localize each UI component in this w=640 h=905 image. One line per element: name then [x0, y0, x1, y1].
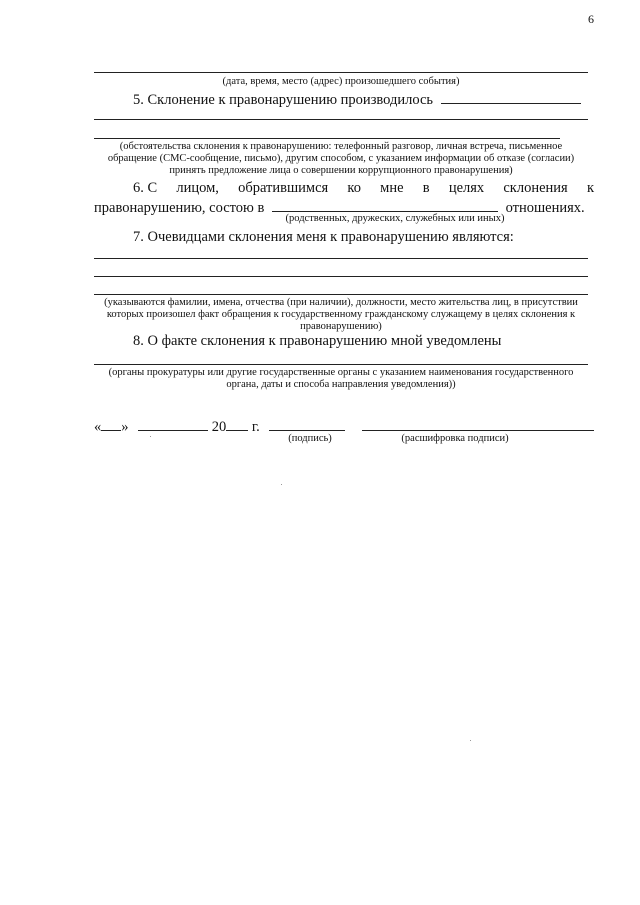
section-6-word: лицом,: [176, 180, 219, 196]
signature-fill: [269, 416, 345, 431]
section-5-caption-line: (обстоятельства склонения к правонарушению: телефонный разговор, личная встреча, письменное: [119, 141, 563, 152]
section-6-word: мне: [380, 180, 404, 196]
section-6-word: ко: [347, 180, 361, 196]
page-number: 6: [588, 12, 594, 26]
section-7-caption-line: правонарушению): [300, 321, 382, 332]
section-8-caption-line: органа, даты и способа направления уведомления)): [226, 379, 456, 390]
close-quote: »: [121, 419, 129, 435]
section-5-fill: [441, 89, 581, 104]
section-6-line-2-start: правонарушению, состою в: [94, 200, 265, 216]
section-7-caption-line: (указываются фамилии, имена, отчества (при наличии), должности, место жительства лиц, в присутствии: [104, 297, 578, 308]
section-6-line-1: [133, 179, 594, 197]
section-8-caption-line: (органы прокуратуры или другие государственные органы с указанием наименования государственного: [108, 367, 574, 378]
section-6-word: к: [586, 180, 594, 196]
month-fill: [138, 416, 208, 431]
section-6-word: целях: [448, 180, 485, 196]
scan-speck: [150, 436, 151, 437]
section-7-caption: [94, 297, 588, 333]
year-fill: [226, 416, 248, 431]
section-6-caption: (родственных, дружеских, служебных или иных): [285, 213, 505, 224]
section-7-line-3: [94, 294, 588, 295]
section-6-relationship-fill: [272, 197, 498, 212]
day-fill: [101, 416, 121, 431]
section-6-line-2-end: отношениях.: [505, 200, 585, 216]
section-6-word: 6. С: [133, 180, 158, 196]
year-suffix: г.: [251, 419, 260, 435]
section-8-caption: [94, 367, 588, 391]
section-5-label: 5. Склонение к правонарушению производилось: [133, 92, 434, 108]
decoding-caption: (расшифровка подписи): [401, 433, 509, 444]
section-5-caption-line: принять предложение лица о совершении коррупционного правонарушения): [169, 165, 513, 176]
section-7-line-1: [94, 258, 588, 259]
open-quote: «: [94, 419, 102, 435]
scan-speck: [281, 484, 282, 485]
signature-caption: (подпись): [288, 433, 332, 444]
year-prefix: 20: [211, 419, 227, 435]
section-6-word: склонения: [503, 180, 568, 196]
event-fill-line: [94, 72, 588, 73]
decoding-fill-line: [362, 430, 594, 431]
scan-speck: [470, 740, 471, 741]
section-5-text: [133, 89, 581, 109]
section-5-line-1: [94, 119, 588, 120]
section-6-word: обратившимся: [238, 180, 329, 196]
section-8-line: [94, 364, 588, 365]
event-caption: (дата, время, место (адрес) произошедшего события): [222, 76, 460, 87]
section-8-text: 8. О факте склонения к правонарушению мной уведомлены: [133, 333, 502, 349]
section-7-text: 7. Очевидцами склонения меня к правонарушению являются:: [133, 229, 514, 245]
section-5-caption: [94, 141, 588, 177]
section-5-line-2: [94, 138, 560, 139]
section-6-word: в: [422, 180, 430, 196]
section-7-caption-line: которых произошел факт обращения к государственному гражданскому служащему в целях склонения к: [106, 309, 576, 320]
section-7-line-2: [94, 276, 588, 277]
section-5-caption-line: обращение (СМС-сообщение, письмо), другим способом, с указанием информации об отказе (согласии): [107, 153, 575, 164]
